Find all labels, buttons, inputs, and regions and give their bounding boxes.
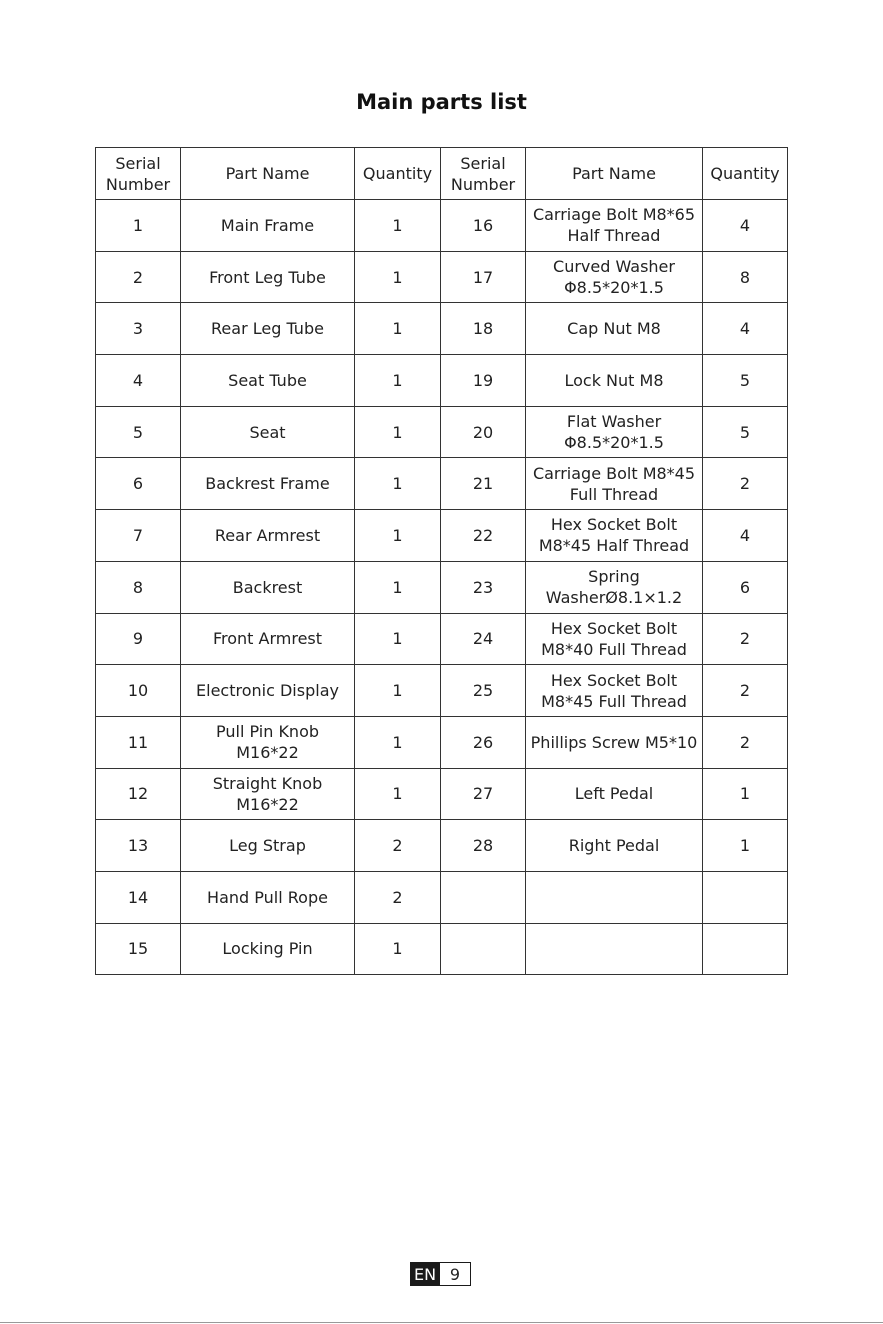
header-part-left: Part Name — [181, 148, 355, 200]
table-row — [96, 355, 788, 407]
quantity-cell-left: 1 — [355, 923, 441, 975]
part-name-cell-right — [526, 871, 703, 923]
serial-number-cell-right: 27 — [441, 768, 526, 820]
quantity-cell-left: 1 — [355, 406, 441, 458]
quantity-cell-right: 8 — [703, 251, 788, 303]
serial-number-cell-right: 22 — [441, 510, 526, 562]
page-title: Main parts list — [356, 90, 527, 114]
language-badge: EN — [410, 1262, 440, 1286]
part-name-cell-right: Curved Washer Φ8.5*20*1.5 — [526, 251, 703, 303]
serial-number-cell-left: 15 — [96, 923, 181, 975]
quantity-cell-left: 1 — [355, 665, 441, 717]
page-footer — [410, 1262, 471, 1286]
table-row — [96, 923, 788, 975]
quantity-cell-right: 4 — [703, 303, 788, 355]
serial-number-cell-left: 6 — [96, 458, 181, 510]
serial-number-cell-left: 1 — [96, 200, 181, 252]
table-row — [96, 871, 788, 923]
quantity-cell-left: 1 — [355, 200, 441, 252]
quantity-cell-left: 1 — [355, 251, 441, 303]
part-name-cell-right: Hex Socket Bolt M8*45 Half Thread — [526, 510, 703, 562]
serial-number-cell-right: 20 — [441, 406, 526, 458]
part-name-cell-left: Seat — [181, 406, 355, 458]
serial-number-cell-left: 12 — [96, 768, 181, 820]
quantity-cell-left: 2 — [355, 820, 441, 872]
table-row — [96, 303, 788, 355]
serial-number-cell-right — [441, 871, 526, 923]
quantity-cell-left: 1 — [355, 561, 441, 613]
serial-number-cell-left: 9 — [96, 613, 181, 665]
header-serial-right: Serial Number — [441, 148, 526, 200]
serial-number-cell-right — [441, 923, 526, 975]
quantity-cell-right: 2 — [703, 665, 788, 717]
table-row — [96, 561, 788, 613]
serial-number-cell-left: 14 — [96, 871, 181, 923]
quantity-cell-right: 4 — [703, 200, 788, 252]
table-row — [96, 613, 788, 665]
serial-number-cell-right: 16 — [441, 200, 526, 252]
quantity-cell-right: 2 — [703, 458, 788, 510]
part-name-cell-left: Straight Knob M16*22 — [181, 768, 355, 820]
quantity-cell-left: 2 — [355, 871, 441, 923]
quantity-cell-right — [703, 871, 788, 923]
header-qty-left: Quantity — [355, 148, 441, 200]
serial-number-cell-left: 7 — [96, 510, 181, 562]
part-name-cell-left: Front Armrest — [181, 613, 355, 665]
part-name-cell-right: Carriage Bolt M8*65 Half Thread — [526, 200, 703, 252]
part-name-cell-left: Seat Tube — [181, 355, 355, 407]
part-name-cell-left: Rear Armrest — [181, 510, 355, 562]
quantity-cell-right: 1 — [703, 768, 788, 820]
serial-number-cell-right: 19 — [441, 355, 526, 407]
quantity-cell-left: 1 — [355, 613, 441, 665]
quantity-cell-right: 2 — [703, 613, 788, 665]
part-name-cell-right: Lock Nut M8 — [526, 355, 703, 407]
part-name-cell-right: Cap Nut M8 — [526, 303, 703, 355]
quantity-cell-right — [703, 923, 788, 975]
header-part-right: Part Name — [526, 148, 703, 200]
part-name-cell-left: Hand Pull Rope — [181, 871, 355, 923]
table-row — [96, 251, 788, 303]
part-name-cell-left: Pull Pin Knob M16*22 — [181, 716, 355, 768]
quantity-cell-left: 1 — [355, 716, 441, 768]
serial-number-cell-right: 23 — [441, 561, 526, 613]
part-name-cell-right: Hex Socket Bolt M8*40 Full Thread — [526, 613, 703, 665]
serial-number-cell-left: 8 — [96, 561, 181, 613]
header-serial-left: Serial Number — [96, 148, 181, 200]
quantity-cell-right: 5 — [703, 406, 788, 458]
part-name-cell-right: Carriage Bolt M8*45 Full Thread — [526, 458, 703, 510]
part-name-cell-right: Left Pedal — [526, 768, 703, 820]
serial-number-cell-right: 18 — [441, 303, 526, 355]
serial-number-cell-left: 3 — [96, 303, 181, 355]
quantity-cell-right: 2 — [703, 716, 788, 768]
part-name-cell-left: Main Frame — [181, 200, 355, 252]
quantity-cell-left: 1 — [355, 458, 441, 510]
part-name-cell-left: Backrest — [181, 561, 355, 613]
part-name-cell-right: Phillips Screw M5*10 — [526, 716, 703, 768]
serial-number-cell-right: 21 — [441, 458, 526, 510]
table-row — [96, 820, 788, 872]
quantity-cell-left: 1 — [355, 303, 441, 355]
part-name-cell-right: Flat Washer Φ8.5*20*1.5 — [526, 406, 703, 458]
serial-number-cell-right: 25 — [441, 665, 526, 717]
table-row — [96, 716, 788, 768]
quantity-cell-right: 4 — [703, 510, 788, 562]
quantity-cell-left: 1 — [355, 355, 441, 407]
table-header-row — [96, 148, 788, 200]
table-row — [96, 406, 788, 458]
serial-number-cell-right: 24 — [441, 613, 526, 665]
part-name-cell-left: Rear Leg Tube — [181, 303, 355, 355]
table-row — [96, 510, 788, 562]
quantity-cell-left: 1 — [355, 768, 441, 820]
quantity-cell-right: 1 — [703, 820, 788, 872]
header-qty-right: Quantity — [703, 148, 788, 200]
part-name-cell-right — [526, 923, 703, 975]
quantity-cell-right: 5 — [703, 355, 788, 407]
part-name-cell-right: Spring WasherØ8.1×1.2 — [526, 561, 703, 613]
serial-number-cell-left: 11 — [96, 716, 181, 768]
page-number: 9 — [440, 1262, 471, 1286]
serial-number-cell-right: 26 — [441, 716, 526, 768]
quantity-cell-left: 1 — [355, 510, 441, 562]
part-name-cell-left: Backrest Frame — [181, 458, 355, 510]
serial-number-cell-right: 17 — [441, 251, 526, 303]
table-row — [96, 665, 788, 717]
part-name-cell-left: Leg Strap — [181, 820, 355, 872]
quantity-cell-right: 6 — [703, 561, 788, 613]
parts-table — [95, 147, 788, 975]
serial-number-cell-left: 10 — [96, 665, 181, 717]
table-row — [96, 458, 788, 510]
part-name-cell-left: Electronic Display — [181, 665, 355, 717]
serial-number-cell-left: 2 — [96, 251, 181, 303]
part-name-cell-right: Hex Socket Bolt M8*45 Full Thread — [526, 665, 703, 717]
table-row — [96, 200, 788, 252]
serial-number-cell-left: 4 — [96, 355, 181, 407]
serial-number-cell-right: 28 — [441, 820, 526, 872]
part-name-cell-right: Right Pedal — [526, 820, 703, 872]
serial-number-cell-left: 13 — [96, 820, 181, 872]
part-name-cell-left: Locking Pin — [181, 923, 355, 975]
part-name-cell-left: Front Leg Tube — [181, 251, 355, 303]
bottom-rule — [0, 1322, 883, 1323]
table-row — [96, 768, 788, 820]
serial-number-cell-left: 5 — [96, 406, 181, 458]
